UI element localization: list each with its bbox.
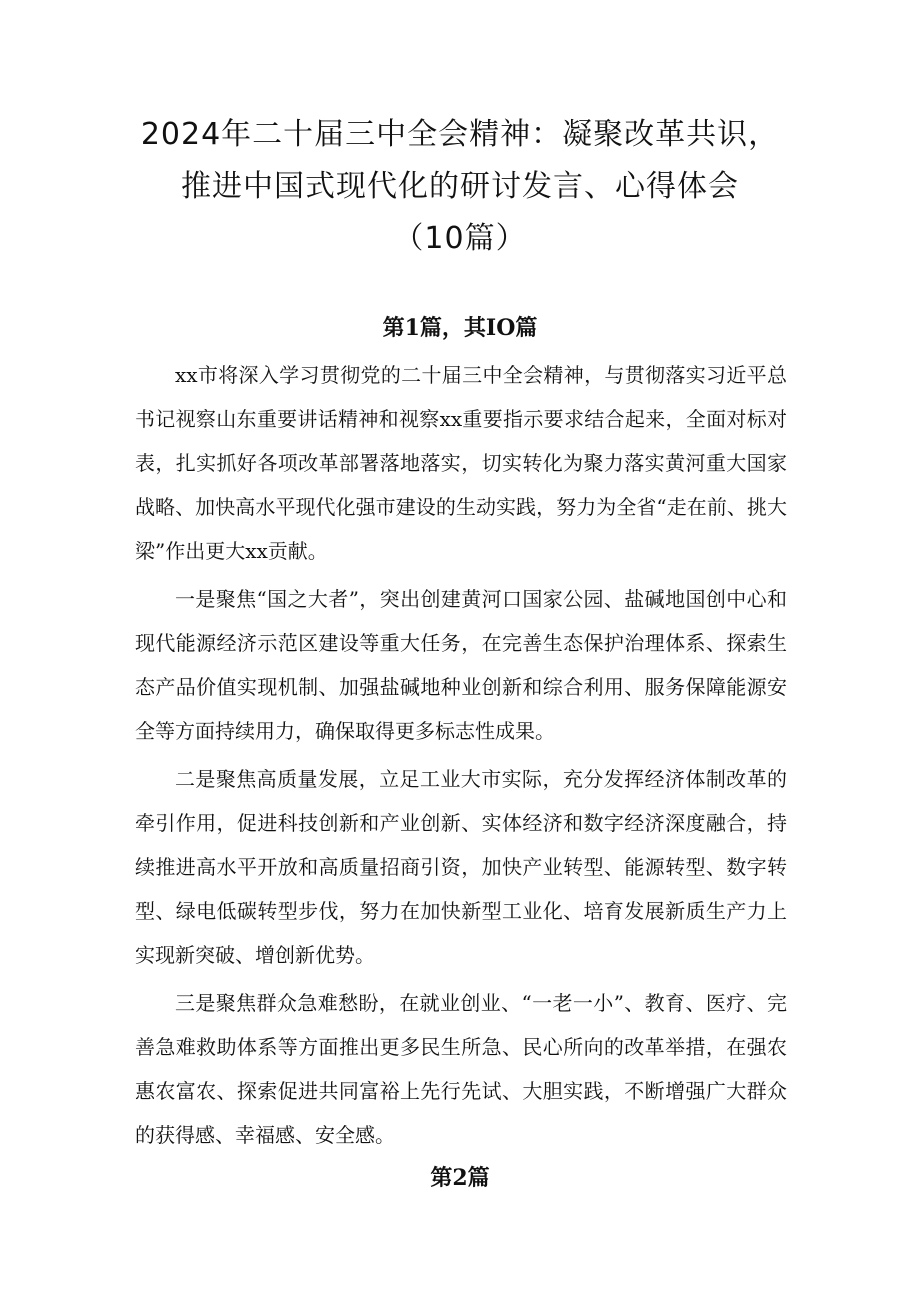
section-1-heading: 第1篇，其IO篇 bbox=[382, 315, 538, 341]
document-title-line-2: 推进中国式现代化的研讨发言、心得体会 bbox=[181, 169, 739, 204]
document-title-line-3: （10篇） bbox=[393, 221, 527, 256]
section-1-paragraph-2: 一是聚焦“国之大者”，突出创建黄河口国家公园、盐碱地国创中心和现代能源经济示范区建设等重大任务，在完善生态保护治理体系、探索生态产品价值实现机制、加强盐碱地种业创新和综合利用、服务保障能源安全等方面持续用力，确保取得更多标志性成果。 bbox=[135, 587, 787, 743]
section-1-paragraph-3: 二是聚焦高质量发展，立足工业大市实际，充分发挥经济体制改革的牵引作用，促进科技创新和产业创新、实体经济和数字经济深度融合，持续推进高水平开放和高质量招商引资，加快产业转型、能源转型、数字转型、绿电低碳转型步伐，努力在加快新型工业化、培育发展新质生产力上实现新突破、增创新优势。 bbox=[135, 767, 787, 967]
section-2-heading: 第2篇 bbox=[430, 1165, 490, 1191]
section-1-paragraph-4: 三是聚焦群众急难愁盼，在就业创业、“一老一小”、教育、医疗、完善急难救助体系等方面推出更多民生所急、民心所向的改革举措，在强农惠农富农、探索促进共同富裕上先行先试、大胆实践，不断增强广大群众的获得感、幸福感、安全感。 bbox=[135, 991, 787, 1147]
document-title-line-1: 2024年二十届三中全会精神：凝聚改革共识， bbox=[140, 117, 780, 152]
section-1-paragraph-1: xx市将深入学习贯彻党的二十届三中全会精神，与贯彻落实习近平总书记视察山东重要讲话精神和视察xx重要指示要求结合起来，全面对标对表，扎实抓好各项改革部署落地落实，切实转化为聚力落实黄河重大国家战略、加快高水平现代化强市建设的生动实践，努力为全省“走在前、挑大梁”作出更大xx贡献。 bbox=[135, 363, 787, 563]
